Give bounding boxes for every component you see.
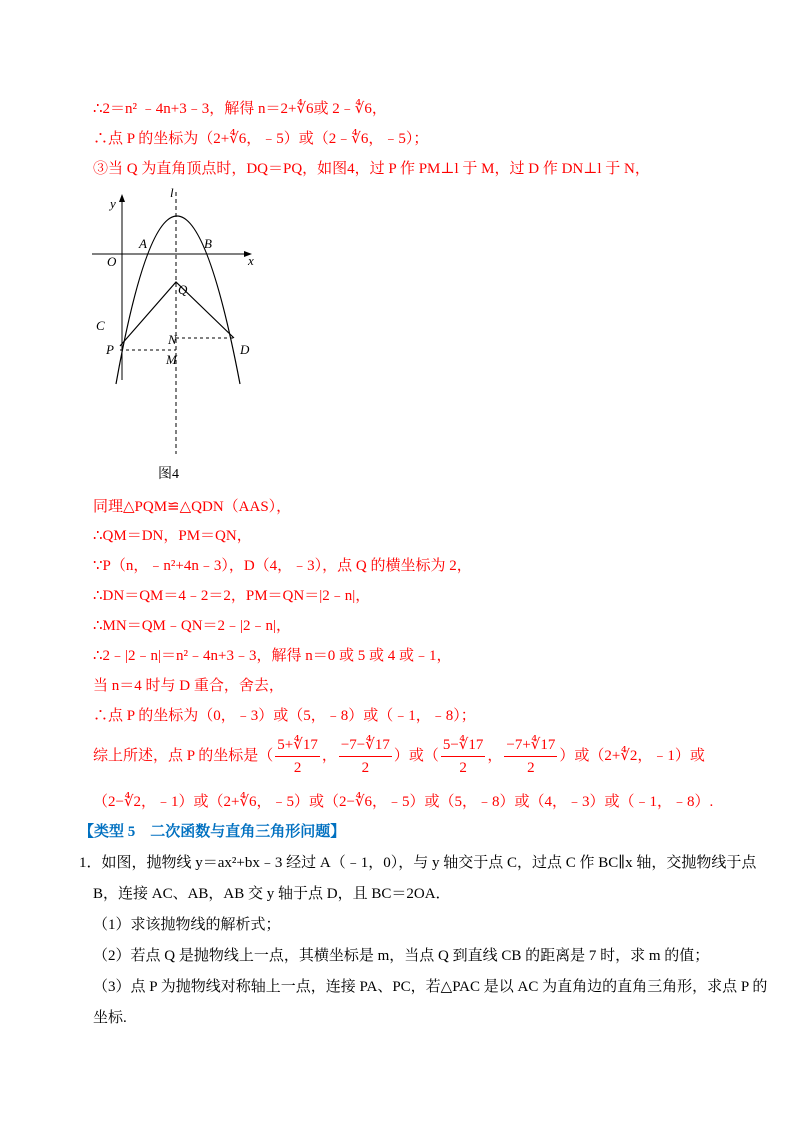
section-heading: 【类型 5 二次函数与直角三角形问题】: [79, 824, 346, 840]
solution-line-8: ∴MN＝QM﹣QN＝2﹣|2﹣n|，: [93, 618, 292, 634]
solution-line-12: [93, 734, 705, 779]
y-axis-arrow: [119, 194, 125, 202]
fraction-2-denominator: 2: [361, 760, 370, 777]
fraction-4-numerator: −7+∜17: [504, 734, 557, 757]
connector: ）或（: [393, 748, 439, 764]
label-d: D: [240, 342, 250, 357]
fraction-3-denominator: 2: [459, 760, 467, 777]
solution-line-2: ∴点 P 的坐标为（2+∜6，﹣5）或（2﹣∜6，﹣5）；: [93, 131, 429, 147]
fraction-2: [339, 734, 392, 779]
solution-line-4: 同理△PQM≌△QDN（AAS），: [93, 499, 292, 515]
label-m: M: [166, 352, 177, 367]
question-3-line-2: 坐标.: [93, 1010, 127, 1026]
solution-line-5: ∴QM＝DN，PM＝QN，: [93, 528, 252, 544]
solution-line-11: ∴点 P 的坐标为（0，﹣3）或（5，﹣8）或（﹣1，﹣8）；: [93, 708, 476, 724]
figure-4-diagram: [88, 188, 268, 460]
label-p: P: [106, 342, 114, 357]
fraction-1-denominator: 2: [293, 760, 302, 777]
label-x: x: [248, 253, 254, 268]
fraction-4-denominator: 2: [527, 760, 535, 777]
solution-line-9: ∴2﹣|2﹣n|＝n²﹣4n+3﹣3，解得 n＝0 或 5 或 4 或﹣1，: [93, 648, 452, 664]
fraction-3: [441, 734, 486, 779]
solution-line-13: （2−∜2，﹣1）或（2+∜6，﹣5）或（2−∜6，﹣5）或（5，﹣8）或（4，﹣3）或（﹣1，﹣8）.: [93, 794, 714, 810]
label-o: O: [107, 254, 117, 269]
figure-caption: 图4: [158, 467, 179, 482]
question-2: （2）若点 Q 是抛物线上一点，其横坐标是 m，当点 Q 到直线 CB 的距离是 7 时，求 m 的值；: [93, 948, 710, 964]
label-n: N: [168, 332, 177, 347]
solution-line-3: ③当 Q 为直角顶点时，DQ＝PQ，如图4，过 P 作 PM⊥l 于 M，过 D 作 DN⊥l 于 N，: [93, 161, 650, 177]
solution-line-1: ∴2＝n² ﹣4n+3﹣3，解得 n＝2+∜6或 2﹣∜6，: [93, 101, 387, 117]
label-a: A: [139, 236, 147, 251]
label-b: B: [204, 236, 212, 251]
solution-line-6: ∵P（n，﹣n²+4n﹣3），D（4，﹣3），点 Q 的横坐标为 2，: [93, 558, 472, 574]
fraction-4: [504, 734, 557, 779]
problem-1-line-1: 1．如图，抛物线 y＝ax²+bx﹣3 经过 A（﹣1，0），与 y 轴交于点 C，过点 C 作 BC∥x 轴，交抛物线于点: [79, 855, 757, 871]
separator: ，: [321, 748, 337, 764]
fraction-2-numerator: −7−∜17: [339, 734, 392, 757]
solution-line-10: 当 n＝4 时与 D 重合，舍去，: [93, 678, 284, 694]
question-1: （1）求该抛物线的解析式；: [93, 917, 281, 933]
problem-1-line-2: B，连接 AC、AB，AB 交 y 轴于点 D，且 BC＝2OA．: [93, 886, 451, 902]
fraction-1-numerator: 5+∜17: [275, 734, 320, 757]
summary-prefix: 综上所述，点 P 的坐标是（: [93, 748, 274, 764]
fraction-1: [275, 734, 320, 779]
summary-suffix: ）或（2+∜2，﹣1）或: [559, 748, 705, 764]
separator: ，: [487, 748, 503, 764]
label-c: C: [96, 318, 105, 333]
fraction-3-numerator: 5−∜17: [441, 734, 486, 757]
solution-line-7: ∴DN＝QM＝4﹣2＝2，PM＝QN＝|2﹣n|，: [93, 588, 371, 604]
label-l: l: [170, 188, 174, 200]
parabola: [116, 216, 240, 384]
question-3-line-1: （3）点 P 为抛物线对称轴上一点，连接 PA、PC，若△PAC 是以 AC 为直角边的直角三角形，求点 P 的: [93, 979, 768, 995]
triangle-pqd: [120, 282, 234, 346]
label-y: y: [110, 196, 116, 211]
label-q: Q: [178, 282, 188, 297]
